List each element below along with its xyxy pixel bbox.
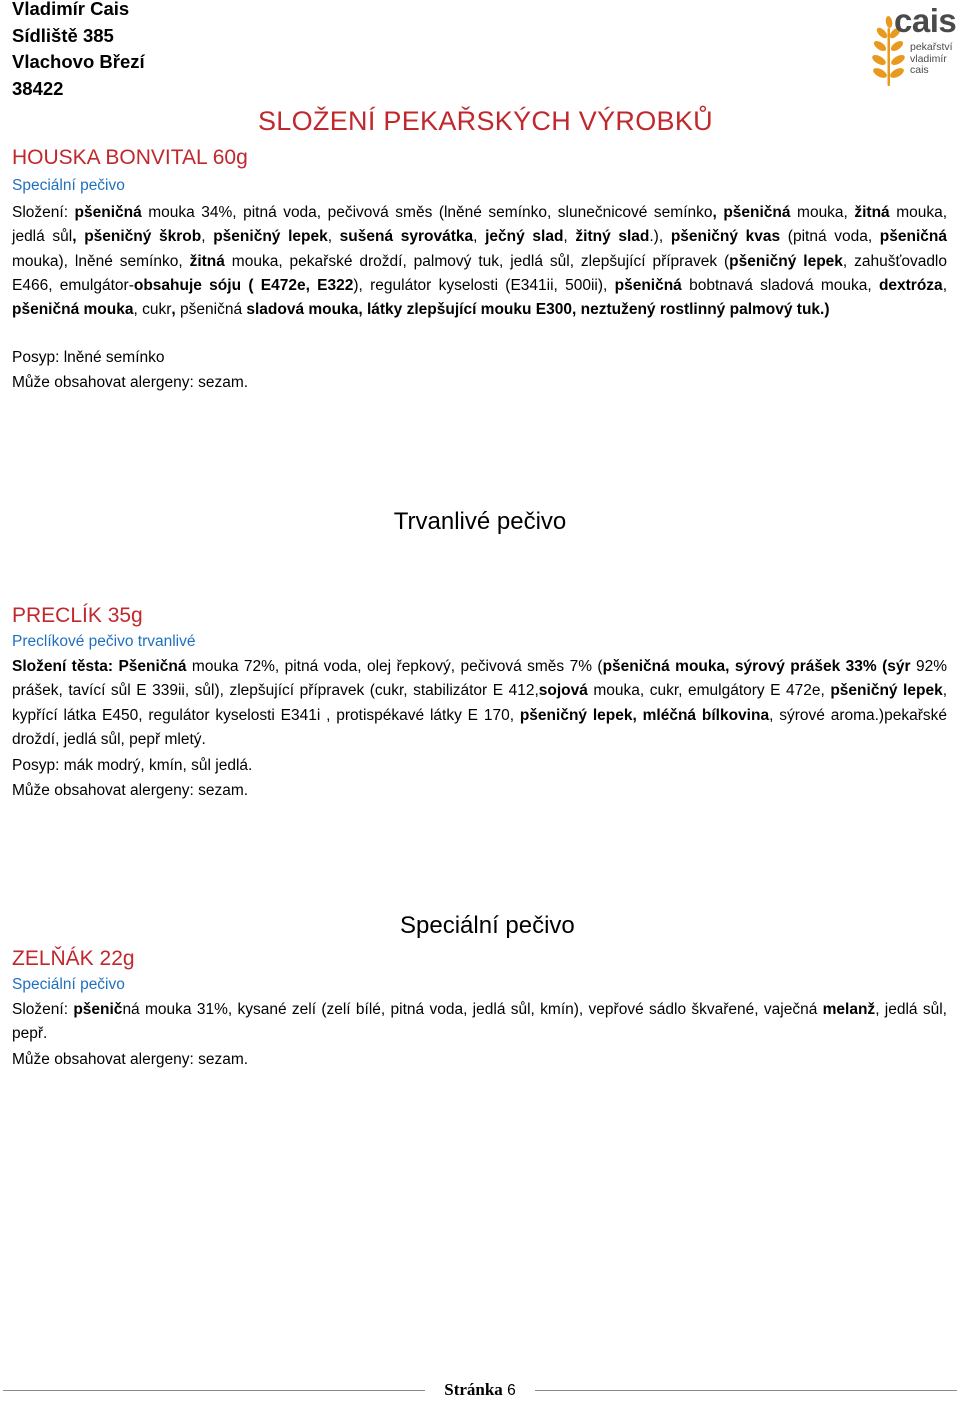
- logo-tagline: [910, 42, 953, 77]
- allergens-houska: Může obsahovat alergeny: sezam.: [12, 374, 249, 391]
- logo-line-2: vladimír: [910, 52, 947, 65]
- address-city: Vlachovo Březí: [12, 51, 145, 72]
- product-category-zelnak: Speciální pečivo: [12, 976, 125, 993]
- address-street: Sídliště 385: [12, 24, 114, 46]
- section-heading-specialni: Speciální pečivo: [400, 912, 575, 939]
- page-title: SLOŽENÍ PEKAŘSKÝCH VÝROBKŮ: [258, 106, 713, 136]
- composition-zelnak: Složení: pšeničná mouka 31%, kysané zelí (zelí bílé, pitná voda, jedlá sůl, kmín), vepřové sádlo škvařené, vaječná melanž, jedlá sůl, pepř.: [12, 1001, 947, 1043]
- product-name-zelnak: ZELŇÁK 22g: [12, 947, 135, 970]
- product-category-preclik: Preclíkové pečivo trvanlivé: [12, 633, 196, 650]
- page-number: 6: [507, 1382, 516, 1399]
- logo-line-1: pekařství: [910, 41, 953, 53]
- posyp-preclik: Posyp: mák modrý, kmín, sůl jedlá.: [12, 757, 253, 774]
- address-name: Vladimír Cais: [12, 0, 130, 19]
- logo-brand: cais: [894, 2, 957, 39]
- product-category-houska: Speciální pečivo: [12, 177, 125, 194]
- footer-label: Stránka: [444, 1380, 503, 1399]
- cais-logo: [868, 2, 957, 90]
- page-footer: [0, 1380, 960, 1400]
- section-heading-trvanlive: Trvanlivé pečivo: [393, 508, 567, 535]
- allergens-zelnak: Může obsahovat alergeny: sezam.: [12, 1051, 249, 1068]
- allergens-preclik: Může obsahovat alergeny: sezam.: [12, 782, 249, 799]
- logo-line-3: cais: [910, 64, 929, 76]
- composition-preclik: Složení těsta: Pšeničná mouka 72%, pitná voda, olej řepkový, pečivová směs 7% (pšeničná mouka, sýrový prášek 33% (sýr 92% prášek, tavící sůl E 339ii, sůl), zlepšující přípravek (cukr, stabilizátor E 412,sojová mouka, cukr, emulgátory E 472e, pšeničný lepek, kypřící látka E450, regulátor kyselosti E341i , protispékavé látky E 170, pšeničný lepek, mléčná bílkovina, sýrové aroma.)pekařské droždí, jedlá sůl, pepř mletý.: [12, 658, 948, 748]
- posyp-houska: Posyp: lněné semínko: [12, 349, 165, 366]
- composition-houska: Složení: pšeničná mouka 34%, pitná voda, pečivová směs (lněné semínko, slunečnicové semínko, pšeničná mouka, žitná mouka, jedlá sůl, pšeničný škrob, pšeničný lepek, sušená syrovátka, ječný slad, žitný slad.), pšeničný kvas (pitná voda, pšeničná mouka), lněné semínko, žitná mouka, pekařské droždí, palmový tuk, jedlá sůl, zlepšující přípravek (pšeničný lepek, zahušťovadlo E466, emulgátor-obsahuje sóju ( E472e, E322), regulátor kyselosti (E341ii, 500ii), pšeničná bobtnavá sladová mouka, dextróza, pšeničná mouka, cukr, pšeničná sladová mouka, látky zlepšující mouku E300, neztužený rostlinný palmový tuk.): [12, 204, 948, 319]
- address-zip: 38422: [12, 77, 64, 99]
- product-name-houska: HOUSKA BONVITAL 60g: [12, 146, 248, 169]
- product-name-preclik: PRECLÍK 35g: [12, 604, 143, 627]
